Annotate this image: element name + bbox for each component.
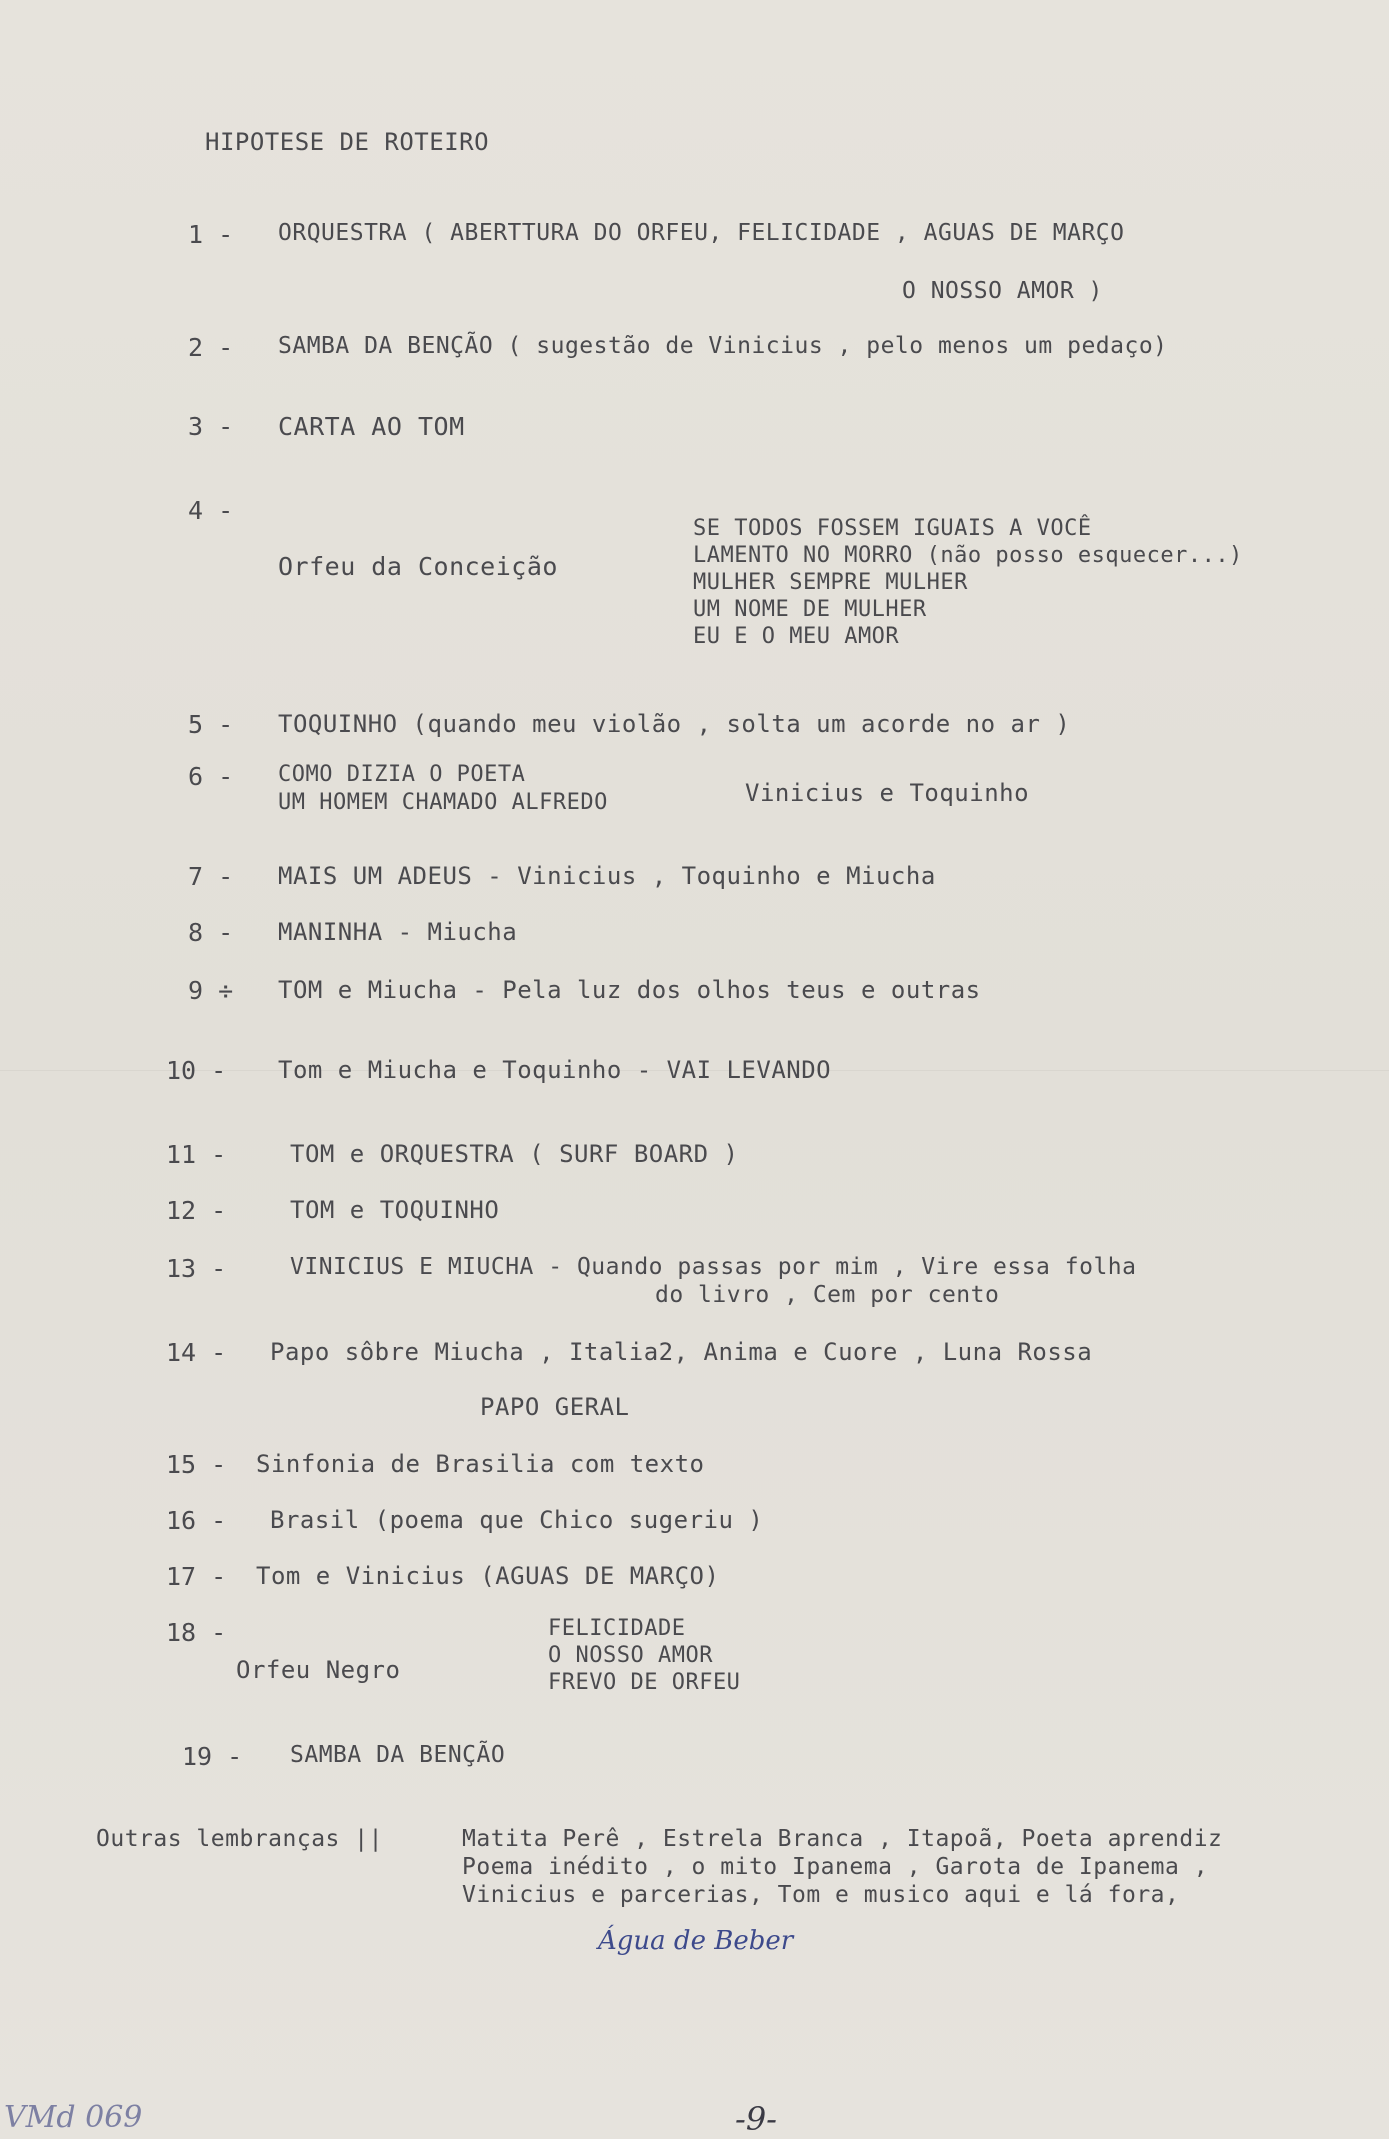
item-line: FREVO DE ORFEU (548, 1670, 741, 1695)
item-number: 3 - (188, 412, 234, 441)
item-line: TOM e Miucha - Pela luz dos olhos teus e outras (278, 976, 981, 1004)
other-line: Matita Perê , Estrela Branca , Itapoã, Poeta aprendiz (462, 1826, 1223, 1852)
item-line: ORQUESTRA ( ABERTTURA DO ORFEU, FELICIDADE , AGUAS DE MARÇO (278, 220, 1125, 246)
item-side-note: Vinicius e Toquinho (745, 779, 1030, 807)
item-number: 8 - (188, 918, 234, 947)
other-label: Outras lembranças || (96, 1826, 383, 1852)
item-line: O NOSSO AMOR (548, 1643, 713, 1668)
item-line: EU E O MEU AMOR (693, 624, 900, 649)
item-line: Sinfonia de Brasilia com texto (256, 1450, 705, 1478)
item-number: 9 ÷ (188, 976, 234, 1005)
item-line: SAMBA DA BENÇÃO (290, 1742, 506, 1768)
item-number: 15 - (166, 1450, 227, 1479)
item-line: TOM e TOQUINHO (290, 1196, 500, 1224)
item-number: 18 - (166, 1618, 227, 1647)
item-number: 6 - (188, 762, 234, 791)
item-number: 1 - (188, 220, 234, 249)
item-line: TOM e ORQUESTRA ( SURF BOARD ) (290, 1140, 739, 1168)
document-title: HIPOTESE DE ROTEIRO (205, 128, 490, 156)
item-label: Orfeu Negro (236, 1656, 401, 1684)
item-line: COMO DIZIA O POETA (278, 762, 526, 787)
item-line: SAMBA DA BENÇÃO ( sugestão de Vinicius , pelo menos um pedaço) (278, 333, 1168, 359)
item-line: FELICIDADE (548, 1616, 686, 1641)
item-line: MAIS UM ADEUS - Vinicius , Toquinho e Miucha (278, 862, 936, 890)
item-line: do livro , Cem por cento (655, 1282, 1000, 1308)
item-number: 10 - (166, 1056, 227, 1085)
item-line: SE TODOS FOSSEM IGUAIS A VOCÊ (693, 516, 1092, 541)
archive-code: VMd 069 (4, 2100, 143, 2135)
item-line: Papo sôbre Miucha , Italia2, Anima e Cuore , Luna Rossa (270, 1338, 1093, 1366)
item-line: UM HOMEM CHAMADO ALFREDO (278, 790, 608, 815)
item-number: 17 - (166, 1562, 227, 1591)
item-line: MULHER SEMPRE MULHER (693, 570, 968, 595)
item-line: TOQUINHO (quando meu violão , solta um acorde no ar ) (278, 710, 1071, 738)
handwritten-note: Água de Beber (598, 1926, 794, 1956)
item-line: Brasil (poema que Chico sugeriu ) (270, 1506, 764, 1534)
item-line: Tom e Vinicius (AGUAS DE MARÇO) (256, 1562, 720, 1590)
section-heading: PAPO GERAL (480, 1393, 630, 1421)
item-line: O NOSSO AMOR ) (902, 278, 1103, 304)
item-line: VINICIUS E MIUCHA - Quando passas por mim , Vire essa folha (290, 1254, 1137, 1280)
item-line: MANINHA - Miucha (278, 918, 518, 946)
other-line: Vinicius e parcerias, Tom e musico aqui e lá fora, (462, 1882, 1180, 1908)
item-line: LAMENTO NO MORRO (não posso esquecer...) (693, 543, 1243, 568)
item-number: 5 - (188, 710, 234, 739)
item-line: Tom e Miucha e Toquinho - VAI LEVANDO (278, 1056, 832, 1084)
item-number: 4 - (188, 496, 234, 525)
item-number: 11 - (166, 1140, 227, 1169)
item-label: Orfeu da Conceição (278, 552, 558, 581)
page-number: -9- (735, 2100, 777, 2138)
item-number: 2 - (188, 333, 234, 362)
item-number: 13 - (166, 1254, 227, 1283)
item-number: 14 - (166, 1338, 227, 1367)
item-number: 12 - (166, 1196, 227, 1225)
item-number: 16 - (166, 1506, 227, 1535)
item-line: CARTA AO TOM (278, 412, 465, 441)
item-number: 19 - (182, 1742, 243, 1771)
item-line: UM NOME DE MULHER (693, 597, 927, 622)
item-number: 7 - (188, 862, 234, 891)
other-line: Poema inédito , o mito Ipanema , Garota de Ipanema , (462, 1854, 1209, 1880)
